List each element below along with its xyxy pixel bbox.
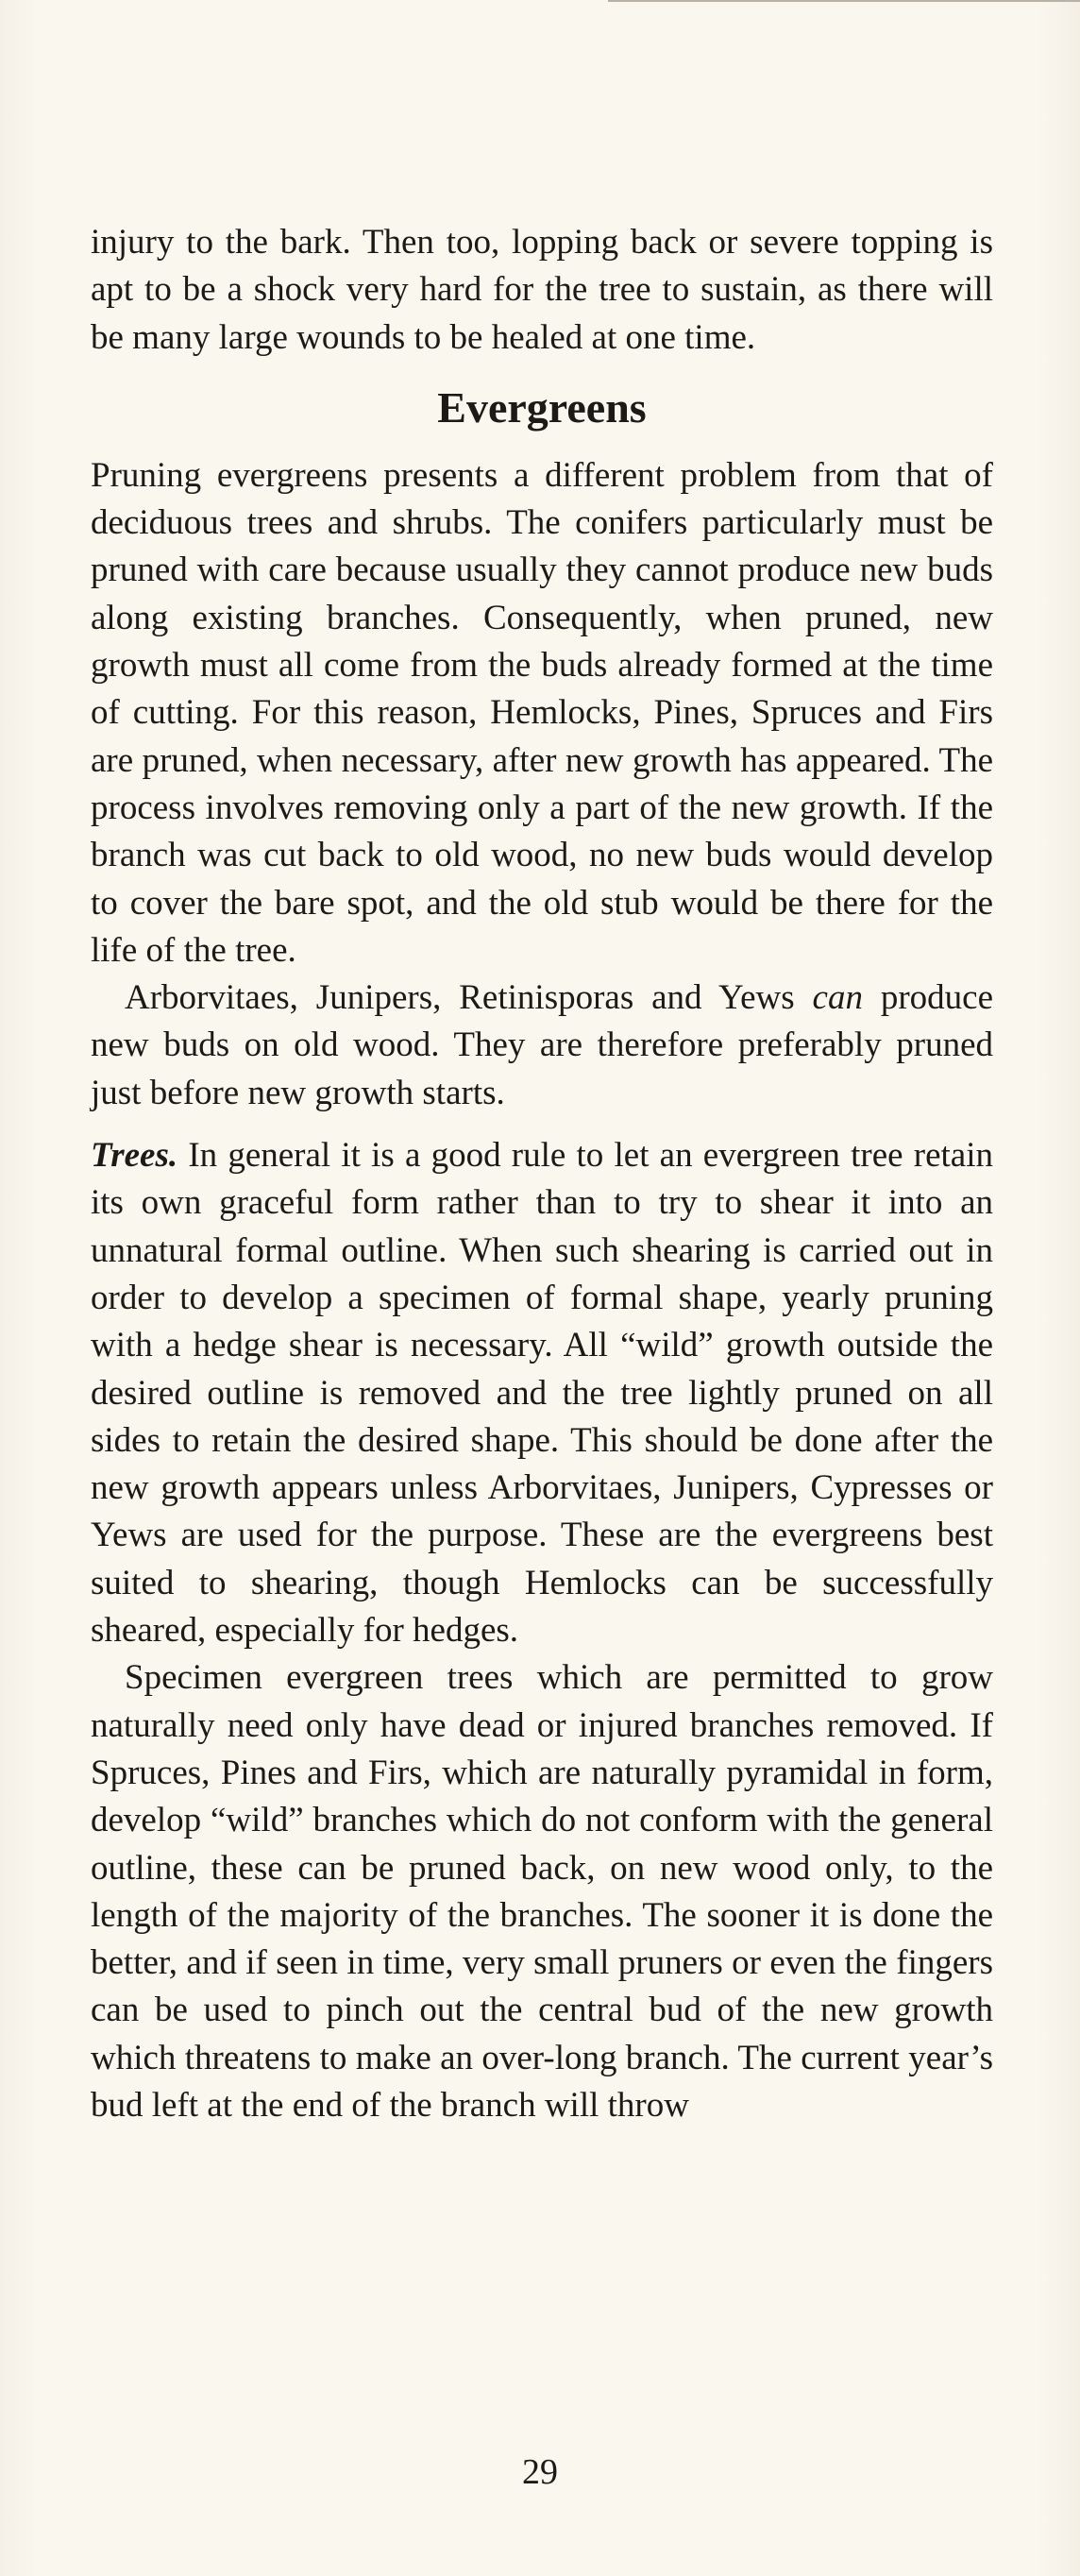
paragraph-2-text-start: Arborvitaes, Junipers, Retinisporas and Yews bbox=[125, 978, 813, 1018]
trees-paragraph-2: Specimen evergreen trees which are permitted to grow naturally need only have dead or injured branches removed. If Spruces, Pines and Firs, which are naturally pyramidal in form, develop “wild” branches which do not conform with the general outline, these can be pruned back, on new wood only, to the length of the majority of the branches. The sooner it is done the better, and if seen in time, very small pruners or even the fingers can be used to pinch out the central bud of the new growth which threatens to make an over-long branch. The current year’s bud left at the end of the branch will throw bbox=[91, 1658, 993, 2125]
section-heading: Evergreens bbox=[437, 382, 647, 432]
page-body bbox=[91, 219, 993, 2129]
page-edge-line bbox=[608, 0, 1080, 2]
evergreens-paragraph-2 bbox=[91, 974, 993, 1117]
evergreens-paragraph-1: Pruning evergreens presents a different problem from that of deciduous trees and shrubs. The conifers particularly must be pruned with care because usually they cannot produce new buds along existing branches. Consequently, when pruned, new growth must all come from the buds already formed at the time of cutting. For this reason, Hemlocks, Pines, Spruces and Firs are pruned, when necessary, after new growth has appeared. The process involves removing only a part of the new growth. If the branch was cut back to old wood, no new buds would develop to cover the bare spot, and the old stub would be there for the life of the tree. bbox=[91, 455, 993, 970]
paragraph-2-text-end: produce new buds on old wood. They are therefore preferably pruned just before new growth starts. bbox=[91, 978, 994, 1112]
page-number: 29 bbox=[522, 2452, 558, 2492]
paragraph-2-emphasis: can bbox=[812, 978, 863, 1018]
intro-paragraph: injury to the bark. Then too, lopping back or severe topping is apt to be a shock very hard for the tree to sustain, as there will be many large wounds to be healed at one time. bbox=[91, 223, 993, 357]
trees-paragraph-1-text: In general it is a good rule to let an evergreen tree retain its own graceful form rather than to try to shear it into an unnatural formal outline. When such shearing is carried out in order to develop a specimen of formal shape, yearly pruning with a hedge shear is necessary. All “wild” growth outside the desired outline is removed and the tree lightly pruned on all sides to retain the desired shape. This should be done after the new growth appears unless Arborvitaes, Junipers, Cypresses or Yews are used for the purpose. These are the evergreens best suited to shearing, though Hemlocks can be successfully sheared, especially for hedges. bbox=[91, 1136, 993, 1651]
trees-paragraph-1 bbox=[91, 1132, 993, 1654]
trees-run-in-heading: Trees. bbox=[91, 1136, 178, 1176]
